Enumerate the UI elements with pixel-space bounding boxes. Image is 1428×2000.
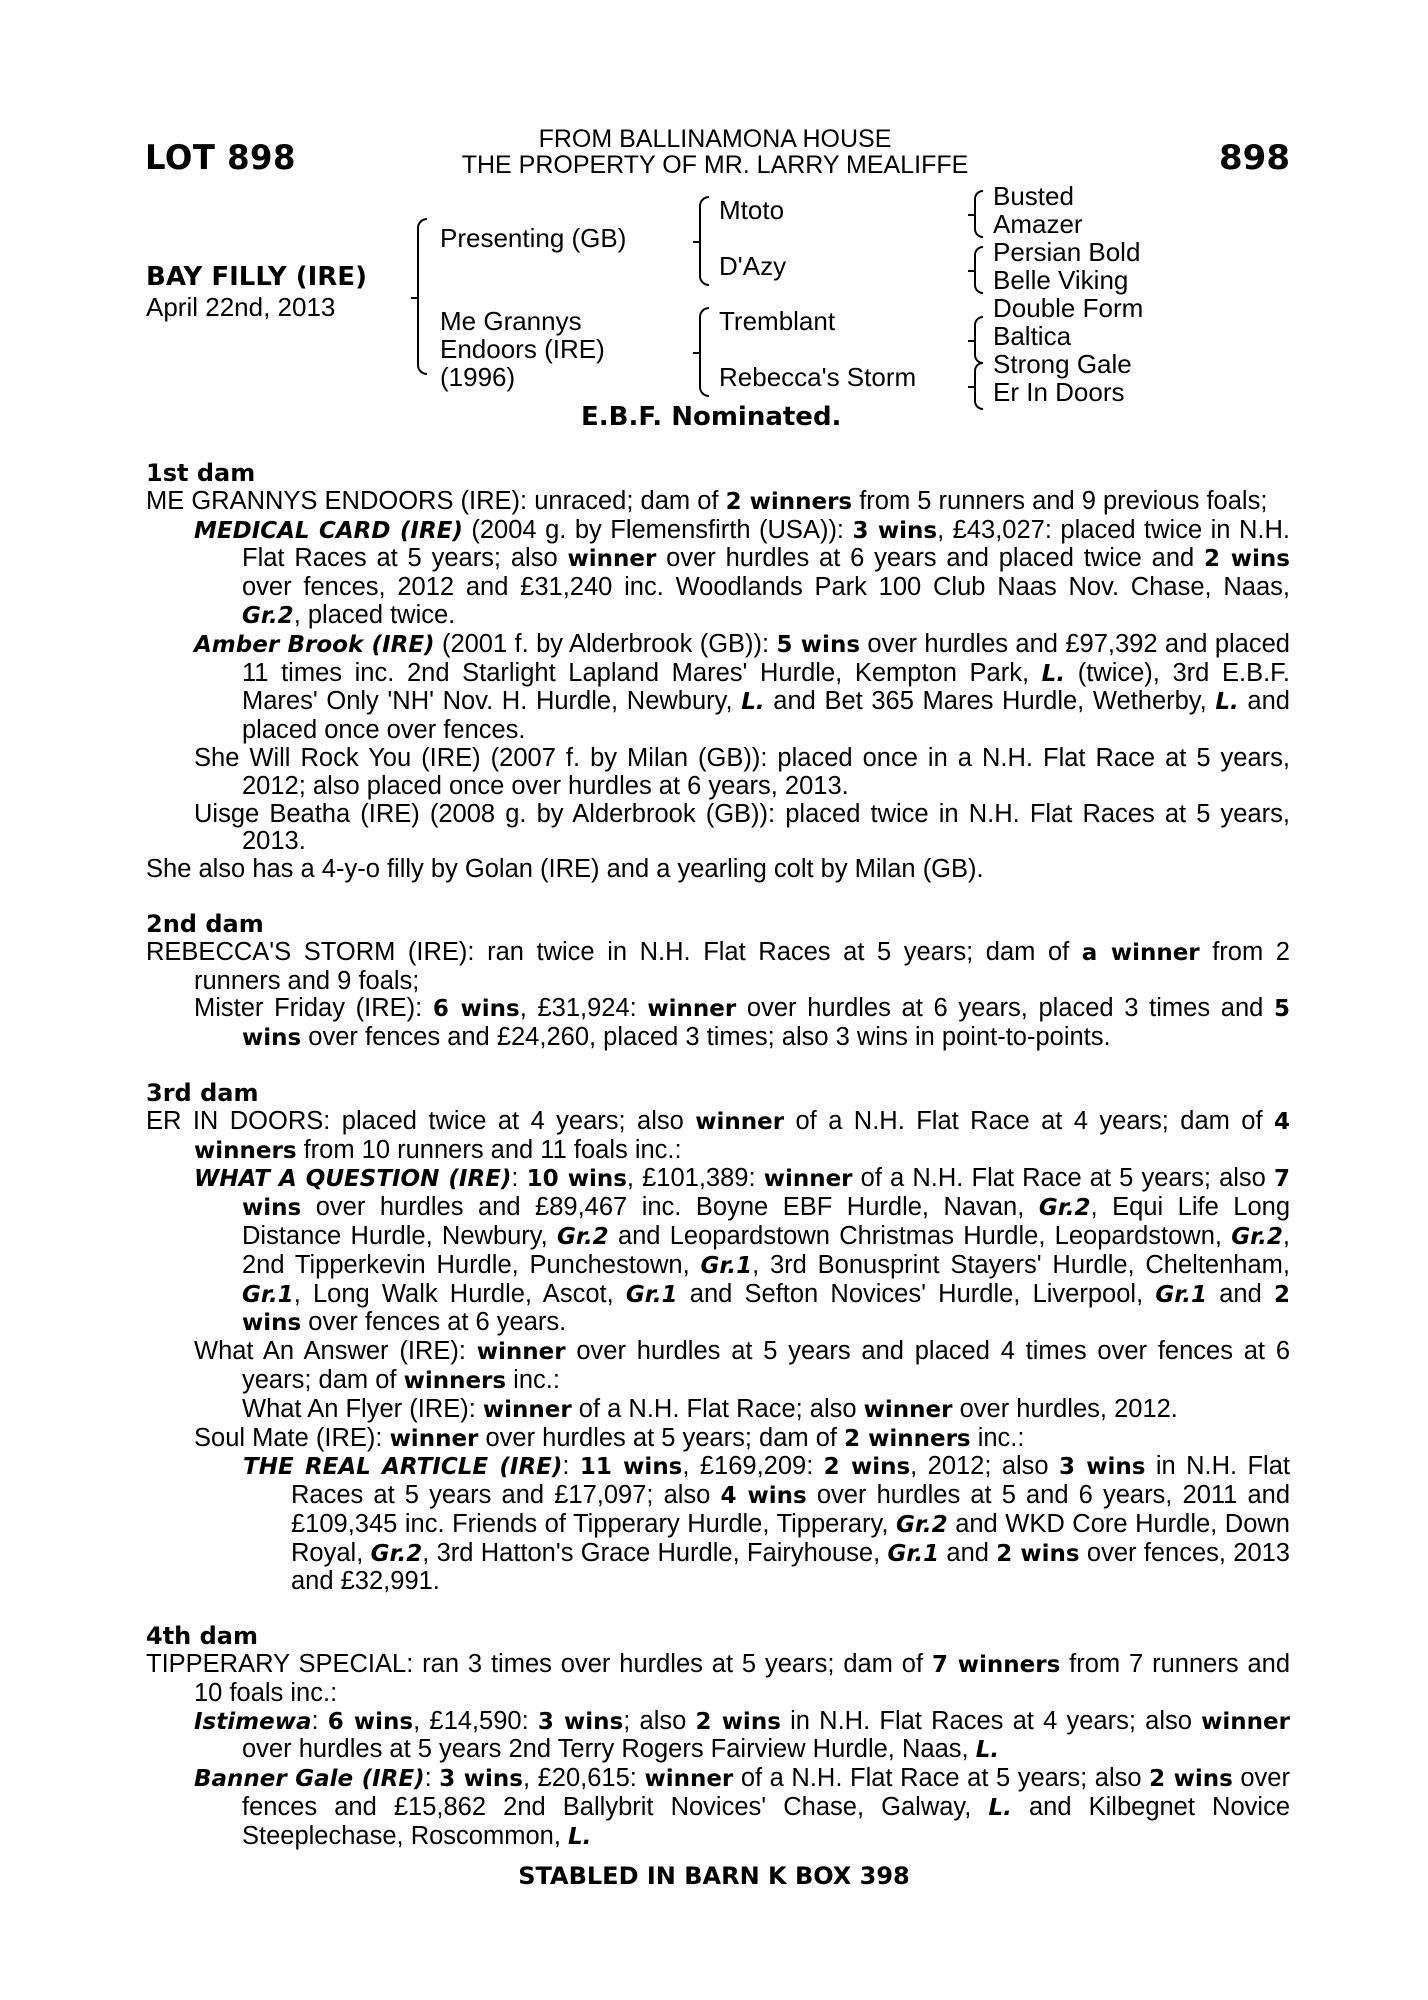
text-run: and WKD Core Hurdle, Down Royal, xyxy=(291,1509,1290,1567)
produce-entry xyxy=(146,1338,1290,1396)
pedigree-dam-dam: Rebecca's Storm xyxy=(719,362,917,392)
text-run: and Bet 365 Mares Hurdle, Wetherby, xyxy=(764,687,1216,716)
emphasis-text: L. xyxy=(1215,689,1239,716)
text-run: over hurdles at 5 years and placed 4 times over fences at 6 years; dam of xyxy=(242,1337,1291,1394)
bold-text: a winner xyxy=(1081,939,1200,966)
text-run: over hurdles at 6 years and placed twice and xyxy=(656,544,1205,573)
bold-text: 10 wins xyxy=(526,1166,627,1193)
bold-text: 3 wins xyxy=(439,1766,523,1793)
bold-text: 2 wins xyxy=(1204,546,1290,573)
emphasis-text: Amber Brook (IRE) xyxy=(194,631,435,658)
pedigree-gen3: Er In Doors xyxy=(993,377,1125,407)
produce-entry xyxy=(146,1396,1290,1425)
text-run: over fences and £24,260, placed 3 times; also 3 wins in point-to-points. xyxy=(301,1023,1111,1052)
emphasis-text: Gr.1 xyxy=(700,1252,753,1279)
text-run: Soul Mate (IRE): xyxy=(194,1423,390,1452)
text-run: Uisge Beatha (IRE) (2008 g. by Alderbrook (GB)): placed twice in N.H. Flat Races at 5 years, 2013. xyxy=(194,799,1290,856)
bold-text: winner xyxy=(482,1396,572,1423)
bold-text: winners xyxy=(403,1367,507,1394)
bold-text: winner xyxy=(644,1766,734,1793)
bold-text: 2 winners xyxy=(725,488,853,515)
pedigree-gen3: Double Form xyxy=(993,293,1144,323)
emphasis-text: L. xyxy=(741,689,765,716)
bold-text: 5 wins xyxy=(242,996,1291,1052)
produce-entry xyxy=(146,1453,1290,1596)
horse-name: BAY FILLY (IRE) xyxy=(146,262,367,292)
consignor-line-1: FROM BALLINAMONA HOUSE xyxy=(538,125,892,153)
bold-text: 6 wins xyxy=(432,996,520,1023)
bold-text: 2 winners xyxy=(844,1425,971,1452)
emphasis-text: Gr.2 xyxy=(557,1223,609,1250)
text-run: and Kilbegnet Novice Steeplechase, Roscommon, xyxy=(242,1793,1290,1850)
emphasis-text: THE REAL ARTICLE (IRE) xyxy=(243,1454,563,1481)
bold-text: 3 wins xyxy=(537,1708,624,1735)
text-run: She Will Rock You (IRE) (2007 f. by Milan (GB)): placed once in a N.H. Flat Race at 5 years, 2012; also placed once over hurdles at 6 years, 2013. xyxy=(194,743,1290,800)
text-run: inc.: xyxy=(970,1423,1025,1452)
emphasis-text: L. xyxy=(988,1795,1012,1822)
text-run: ; also xyxy=(623,1706,696,1735)
text-run: over hurdles at 5 years; dam of xyxy=(478,1423,845,1452)
produce-entry xyxy=(146,1165,1290,1338)
produce-entry xyxy=(146,801,1290,857)
produce-entry xyxy=(146,631,1290,745)
bold-text: 6 wins xyxy=(327,1708,414,1735)
text-run: over fences, 2013 and £32,991. xyxy=(291,1538,1290,1596)
pedigree-dam-line1: Me Grannys xyxy=(440,306,582,336)
emphasis-text: Gr.1 xyxy=(242,1281,294,1308)
lot-number: 898 xyxy=(1219,138,1290,178)
bold-text: 7 wins xyxy=(242,1166,1290,1222)
text-run: ME GRANNYS ENDOORS (IRE): unraced; dam of xyxy=(146,486,726,515)
dam-entry xyxy=(146,939,1290,996)
bold-text: winner xyxy=(389,1425,479,1452)
emphasis-text: Gr.1 xyxy=(1155,1281,1208,1308)
pedigree-gen3: Baltica xyxy=(993,321,1072,351)
text-run: , 2012; also xyxy=(910,1452,1059,1481)
bold-text: winner xyxy=(763,1166,853,1193)
catalogue-body xyxy=(146,460,1290,1852)
pedigree-dam-line2: Endoors (IRE) xyxy=(440,334,605,364)
text-run: TIPPERARY SPECIAL: ran 3 times over hurdles at 5 years; dam of xyxy=(146,1650,932,1679)
consignor xyxy=(440,126,990,178)
text-run: over hurdles at 5 and 6 years, 2011 and £109,345 inc. Friends of Tipperary Hurdle, Tipperary, xyxy=(291,1481,1291,1538)
pedigree-gen3: Busted xyxy=(993,181,1074,211)
pedigree-gen3: Strong Gale xyxy=(993,349,1132,379)
bold-text: 4 wins xyxy=(720,1483,807,1510)
text-run: and Leopardstown Christmas Hurdle, Leopardstown, xyxy=(608,1221,1232,1250)
text-run: from 7 runners and 10 foals inc.: xyxy=(194,1650,1290,1707)
emphasis-text: L. xyxy=(975,1737,1000,1764)
pedigree-sire: Presenting (GB) xyxy=(440,223,627,253)
emphasis-text: Gr.1 xyxy=(625,1281,678,1308)
brace-dam xyxy=(699,307,709,397)
text-run: over hurdles and £97,392 and placed 11 times inc. 2nd Starlight Lapland Mares' Hurdle, Kempton Park, xyxy=(242,629,1290,687)
section-heading-3rd-dam: 3rd dam xyxy=(146,1078,259,1107)
text-run: What An Flyer (IRE): xyxy=(242,1394,483,1423)
emphasis-text: MEDICAL CARD (IRE) xyxy=(194,517,463,544)
emphasis-text: Gr.2 xyxy=(1231,1223,1283,1250)
pedigree-dam-sire: Tremblant xyxy=(719,306,836,336)
brace-gen3-4 xyxy=(974,362,983,410)
text-run: (twice), 3rd E.B.F. Mares' Only 'NH' Nov. H. Hurdle, Newbury, xyxy=(242,658,1290,716)
text-run: , £31,924: xyxy=(519,994,648,1023)
text-run: over hurdles, 2012. xyxy=(952,1394,1178,1423)
bold-text: 2 wins xyxy=(996,1540,1080,1567)
bold-text: winner xyxy=(863,1396,953,1423)
text-run: : xyxy=(424,1764,440,1793)
bold-text: 2 wins xyxy=(242,1281,1291,1337)
text-run: over fences and £15,862 2nd Ballybrit Novices' Chase, Galway, xyxy=(242,1764,1290,1822)
text-run: and placed once over fences. xyxy=(242,687,1290,745)
text-run: , 2nd Tipperkevin Hurdle, Punchestown, xyxy=(242,1221,1290,1279)
section-heading-4th-dam: 4th dam xyxy=(146,1622,258,1651)
brace-sire xyxy=(699,196,709,286)
bold-text: 11 wins xyxy=(579,1454,683,1481)
text-run: , placed twice. xyxy=(293,600,456,629)
text-run: , £14,590: xyxy=(413,1706,538,1735)
brace-gen3-3 xyxy=(974,316,983,364)
foaling-date: April 22nd, 2013 xyxy=(146,292,336,322)
pedigree-sire-sire: Mtoto xyxy=(719,195,785,225)
bold-text: 5 wins xyxy=(776,631,861,658)
text-run: , £169,209: xyxy=(682,1452,824,1481)
text-run: , 3rd Bonusprint Stayers' Hurdle, Cheltenham, xyxy=(752,1250,1290,1279)
text-run: , £101,389: xyxy=(626,1164,764,1193)
bold-text: winner xyxy=(695,1108,785,1135)
pedigree-gen3: Persian Bold xyxy=(993,237,1141,267)
bold-text: winner xyxy=(567,546,657,573)
text-run: over fences, 2012 and £31,240 inc. Woodlands Park 100 Club Naas Nov. Chase, Naas, xyxy=(242,573,1290,602)
text-run: ER IN DOORS: placed twice at 4 years; also xyxy=(146,1106,696,1135)
text-run: from 2 runners and 9 foals; xyxy=(194,937,1290,995)
lot-label: LOT 898 xyxy=(145,138,296,178)
text-run: over hurdles at 5 years 2nd Terry Rogers Fairview Hurdle, Naas, xyxy=(242,1735,976,1764)
dam-entry xyxy=(146,488,1290,517)
text-run: (2004 g. by Flemensfirth (USA)): xyxy=(462,515,853,544)
pedigree-sire-dam: D'Azy xyxy=(719,251,787,281)
text-run: from 5 runners and 9 previous foals; xyxy=(852,486,1268,515)
emphasis-text: Gr.1 xyxy=(887,1540,940,1567)
text-run: in N.H. Flat Races at 4 years; also xyxy=(780,1706,1202,1735)
bold-text: 4 winners xyxy=(194,1108,1291,1164)
stabling-info: STABLED IN BARN K BOX 398 xyxy=(518,1862,910,1890)
produce-entry xyxy=(146,745,1290,801)
produce-entry xyxy=(146,995,1290,1053)
text-run: in N.H. Flat Races at 5 years and £17,097; also xyxy=(291,1452,1290,1510)
bold-text: winner xyxy=(647,996,737,1023)
text-run: , £43,027: placed twice in N.H. Flat Races at 5 years; also xyxy=(242,515,1290,573)
pedigree-gen3: Amazer xyxy=(993,209,1083,239)
text-run: , £20,615: xyxy=(522,1764,645,1793)
dam-entry xyxy=(146,1651,1290,1708)
text-run: , 3rd Hatton's Grace Hurdle, Fairyhouse, xyxy=(422,1538,888,1567)
text-run: from 10 runners and 11 foals inc.: xyxy=(296,1135,682,1164)
text-run: over hurdles at 6 years, placed 3 times and xyxy=(736,994,1274,1023)
text-run: inc.: xyxy=(506,1365,560,1394)
text-run: and xyxy=(1207,1279,1274,1308)
brace-gen1 xyxy=(417,218,427,375)
text-run: and Sefton Novices' Hurdle, Liverpool, xyxy=(677,1279,1156,1308)
emphasis-text: Gr.2 xyxy=(895,1511,948,1538)
text-run: of a N.H. Flat Race at 5 years; also xyxy=(733,1764,1150,1793)
emphasis-text: Gr.2 xyxy=(370,1540,423,1567)
emphasis-text: L. xyxy=(568,1823,592,1850)
produce-note xyxy=(146,856,1290,884)
text-run: REBECCA'S STORM (IRE): ran twice in N.H. Flat Races at 5 years; dam of xyxy=(146,937,1082,966)
brace-gen3-1 xyxy=(974,190,983,238)
text-run: : xyxy=(311,1706,328,1735)
section-heading-2nd-dam: 2nd dam xyxy=(146,909,264,938)
produce-entry xyxy=(146,1708,1290,1766)
text-run: What An Answer (IRE): xyxy=(194,1337,477,1366)
text-run: of a N.H. Flat Race at 5 years; also xyxy=(852,1164,1274,1193)
emphasis-text: Banner Gale (IRE) xyxy=(194,1766,425,1793)
text-run: : xyxy=(511,1164,527,1193)
text-run: She also has a 4-y-o filly by Golan (IRE) and a yearling colt by Milan (GB). xyxy=(146,855,984,884)
produce-entry xyxy=(146,1765,1290,1851)
text-run: and xyxy=(939,1538,997,1567)
consignor-line-2: THE PROPERTY OF MR. LARRY MEALIFFE xyxy=(461,151,969,179)
pedigree-dam-line3: (1996) xyxy=(440,362,516,392)
bold-text: 3 wins xyxy=(1058,1454,1146,1481)
emphasis-text: L. xyxy=(1041,660,1066,687)
bold-text: winner xyxy=(1201,1708,1290,1735)
text-run: over hurdles and £89,467 inc. Boyne EBF Hurdle, Navan, xyxy=(301,1193,1039,1222)
produce-entry xyxy=(146,517,1290,631)
bold-text: 2 wins xyxy=(1149,1766,1233,1793)
text-run: , Equi Life Long Distance Hurdle, Newbury, xyxy=(242,1193,1291,1250)
produce-entry xyxy=(146,1425,1290,1454)
bold-text: 2 wins xyxy=(823,1454,911,1481)
text-run: over fences at 6 years. xyxy=(301,1308,567,1337)
brace-gen3-2 xyxy=(974,246,983,294)
text-run: , Long Walk Hurdle, Ascot, xyxy=(293,1279,626,1308)
ebf-nomination: E.B.F. Nominated. xyxy=(581,402,842,432)
emphasis-text: Istimewa xyxy=(194,1708,312,1735)
bold-text: 2 wins xyxy=(695,1708,781,1735)
bold-text: 7 winners xyxy=(931,1652,1061,1679)
text-run: : xyxy=(562,1452,580,1481)
text-run: (2001 f. by Alderbrook (GB)): xyxy=(434,629,777,658)
text-run: of a N.H. Flat Race; also xyxy=(571,1394,864,1423)
text-run: of a N.H. Flat Race at 4 years; dam of xyxy=(784,1106,1274,1135)
emphasis-text: Gr.2 xyxy=(242,602,294,629)
pedigree-gen3: Belle Viking xyxy=(993,265,1129,295)
dam-entry xyxy=(146,1108,1290,1166)
bold-text: winner xyxy=(476,1339,566,1366)
section-heading-1st-dam: 1st dam xyxy=(146,459,256,487)
bold-text: 3 wins xyxy=(852,517,938,544)
emphasis-text: WHAT A QUESTION (IRE) xyxy=(194,1166,512,1193)
emphasis-text: Gr.2 xyxy=(1038,1195,1091,1222)
text-run: Mister Friday (IRE): xyxy=(194,994,433,1023)
